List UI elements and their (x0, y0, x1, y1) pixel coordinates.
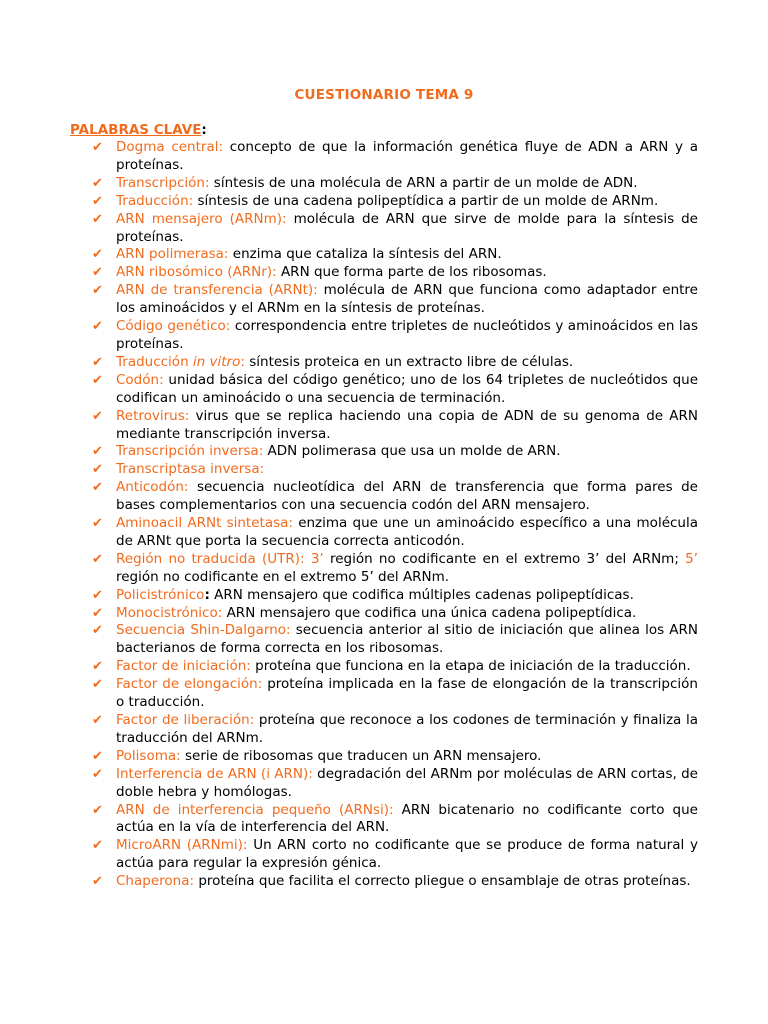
list-item (92, 479, 698, 515)
list-item (92, 282, 698, 318)
checkmark-icon: ✔ (92, 748, 103, 764)
term-definition: proteína que funciona en la etapa de iniciación de la traducción. (250, 658, 691, 675)
checkmark-icon: ✔ (92, 587, 103, 603)
term-definition: ARN mensajero que codifica múltiples cadenas polipeptídicas. (209, 586, 634, 603)
term-definition: enzima que une un aminoácido específico a una molécula de ARNt que porta la secuencia correcta anticodón. (116, 515, 698, 549)
term-definition: síntesis de una molécula de ARN a partir de un molde de ADN. (209, 174, 638, 191)
checkmark-icon: ✔ (92, 444, 103, 460)
checkmark-icon: ✔ (92, 175, 103, 191)
checkmark-icon: ✔ (92, 247, 103, 263)
term-label: Policistrónico (116, 586, 205, 603)
term-label: Traducción: (116, 192, 194, 209)
list-item (92, 354, 698, 372)
term-definition: secuencia anterior al sitio de iniciación que alinea los ARN bacterianos de forma correcta en los ribosomas. (116, 622, 698, 657)
term-colon: : (204, 586, 210, 603)
term-definition: ARN que forma parte de los ribosomas. (276, 264, 547, 281)
checkmark-icon: ✔ (92, 265, 103, 281)
checkmark-icon: ✔ (92, 140, 103, 155)
checkmark-icon: ✔ (92, 551, 103, 567)
list-item (92, 748, 698, 766)
term-definition: secuencia nucleotídica del ARN de transferencia que forma pares de bases complementarios con una secuencia codón del ARN mensajero. (116, 479, 698, 514)
term-label: ARN polimerasa: (116, 246, 229, 263)
checkmark-icon: ✔ (92, 516, 103, 532)
term-label: Transcriptasa inversa: (116, 461, 265, 478)
term-label: Factor de elongación: (116, 676, 263, 693)
term-label: ARN de interferencia pequeño (ARNsi): (116, 801, 394, 818)
list-item (92, 372, 698, 408)
term-definition: síntesis proteica en un extracto libre de células. (244, 353, 574, 370)
term-label: Código genético: (116, 318, 231, 335)
term-label: Traducción (116, 353, 193, 370)
checkmark-icon: ✔ (92, 874, 103, 890)
glossary-list (92, 139, 698, 891)
checkmark-icon: ✔ (92, 283, 103, 299)
list-item (92, 175, 698, 193)
list-item (92, 712, 698, 748)
term-definition: proteína que facilita el correcto pliegue o ensamblaje de otras proteínas. (194, 873, 691, 890)
checkmark-icon: ✔ (92, 408, 103, 424)
term-label: Transcripción inversa: (116, 443, 264, 460)
section-heading (70, 122, 207, 138)
term-label: ARN de transferencia (ARNt): (116, 282, 318, 299)
term-definition: concepto de que la información genética fluye de ADN a ARN y a proteínas. (116, 139, 698, 173)
term-label: Aminoacil ARNt sintetasa: (116, 515, 293, 532)
list-item (92, 461, 698, 479)
term-definition: proteína que reconoce a los codones de terminación y finaliza la traducción del ARNm. (116, 712, 698, 746)
checkmark-icon: ✔ (92, 372, 103, 388)
checkmark-icon: ✔ (92, 677, 103, 693)
term-label: Región no traducida (UTR): 3’ (116, 550, 324, 567)
term-definition: virus que se replica haciendo una copia de ADN de su genoma de ARN mediante transcripción inversa. (116, 407, 698, 442)
list-item (92, 246, 698, 264)
list-item (92, 408, 698, 444)
checkmark-icon: ✔ (92, 802, 103, 818)
list-item (92, 264, 698, 282)
list-item (92, 622, 698, 658)
checkmark-icon: ✔ (92, 211, 103, 227)
term-label: Secuencia Shin-Dalgarno: (116, 622, 291, 639)
term-definition: degradación del ARNm por moléculas de ARN cortas, de doble hebra y homólogas. (116, 765, 698, 800)
checkmark-icon: ✔ (92, 659, 103, 675)
section-heading-label: PALABRAS CLAVE (70, 122, 202, 138)
term-definition: síntesis de una cadena polipeptídica a partir de un molde de ARNm. (193, 192, 659, 209)
term-label: Interferencia de ARN (i ARN): (116, 765, 313, 782)
term-definition: serie de ribosomas que traducen un ARN mensajero. (180, 747, 542, 764)
list-item (92, 211, 698, 247)
list-item (92, 318, 698, 354)
term-definition: enzima que cataliza la síntesis del ARN. (228, 246, 502, 263)
term-suffix: : (240, 353, 245, 370)
term-label: MicroARN (ARNmi): (116, 837, 248, 854)
list-item (92, 139, 698, 175)
list-item (92, 551, 698, 587)
term-definition: correspondencia entre tripletes de nucleótidos y aminoácidos en las proteínas. (116, 318, 698, 352)
term-definition: ARN mensajero que codifica una única cadena polipeptídica. (222, 604, 637, 621)
checkmark-icon: ✔ (92, 713, 103, 728)
term-label: Retrovirus: (116, 407, 190, 424)
term-label: Factor de iniciación: (116, 658, 251, 675)
list-item (92, 605, 698, 623)
term-label: Transcripción: (116, 174, 210, 191)
checkmark-icon: ✔ (92, 354, 103, 370)
term-label: Chaperona: (116, 873, 195, 890)
checkmark-icon: ✔ (92, 766, 103, 782)
checkmark-icon: ✔ (92, 462, 103, 478)
term-label: ARN mensajero (ARNm): (116, 210, 287, 227)
document-title: CUESTIONARIO TEMA 9 (294, 87, 474, 103)
term-definition: molécula de ARN que funciona como adaptador entre los aminoácidos y el ARNm en la síntesis de proteínas. (116, 282, 698, 317)
section-heading-colon: : (201, 122, 207, 138)
term-label: Monocistrónico: (116, 604, 223, 621)
list-item (92, 676, 698, 712)
term-definition: molécula de ARN que sirve de molde para la síntesis de proteínas. (116, 210, 698, 245)
term-label: Dogma central: (116, 139, 224, 155)
list-item (92, 193, 698, 211)
term-definition-secondary: región no codificante en el extremo 5’ del ARNm. (116, 568, 450, 585)
list-item (92, 658, 698, 676)
checkmark-icon: ✔ (92, 193, 103, 209)
term-label: ARN ribosómico (ARNr): (116, 264, 277, 281)
list-item (92, 587, 698, 605)
term-definition: ADN polimerasa que usa un molde de ARN. (263, 443, 561, 460)
term-label-secondary: 5’ (685, 550, 698, 567)
list-item (92, 766, 698, 802)
term-label: Factor de liberación: (116, 712, 255, 728)
term-definition: unidad básica del código genético; uno de los 64 tripletes de nucleótidos que codifican un aminoácido o una secuencia de terminación. (116, 371, 698, 406)
term-definition: ARN bicatenario no codificante corto que actúa en la vía de interferencia del ARN. (116, 801, 698, 836)
term-italic: in vitro (192, 353, 241, 370)
checkmark-icon: ✔ (92, 623, 103, 639)
list-item (92, 802, 698, 838)
term-label: Polisoma: (116, 747, 181, 764)
term-definition: proteína implicada en la fase de elongación de la transcripción o traducción. (116, 676, 698, 711)
checkmark-icon: ✔ (92, 605, 103, 621)
term-definition: Un ARN corto no codificante que se produce de forma natural y actúa para regular la expresión génica. (116, 837, 698, 872)
checkmark-icon: ✔ (92, 319, 103, 335)
term-definition: región no codificante en el extremo 3’ del ARNm; (323, 550, 686, 567)
term-label: Anticodón: (116, 479, 189, 496)
list-item (92, 443, 698, 461)
list-item (92, 873, 698, 891)
checkmark-icon: ✔ (92, 480, 103, 496)
checkmark-icon: ✔ (92, 838, 103, 854)
list-item (92, 837, 698, 873)
list-item (92, 515, 698, 551)
term-label: Codón: (116, 371, 164, 388)
